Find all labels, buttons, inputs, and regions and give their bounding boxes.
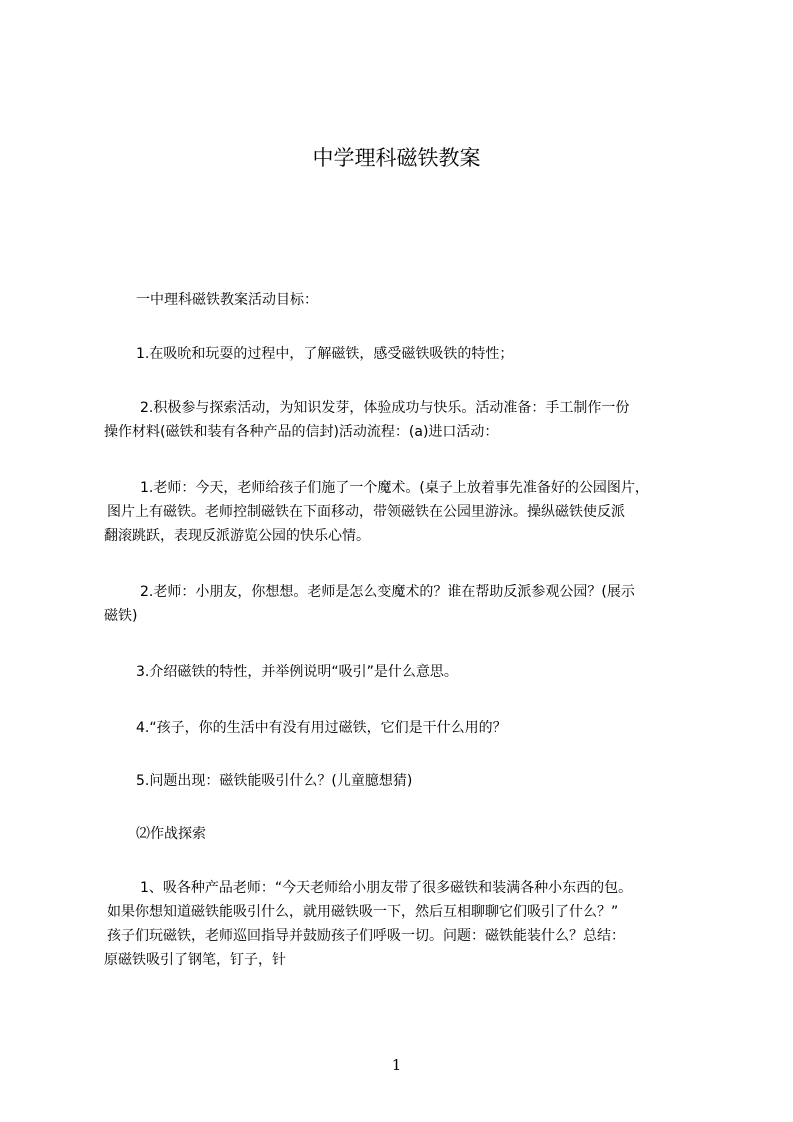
paragraph-line: 5.问题出现：磁铁能吸引什么？(儿童臆想猜) [136, 773, 413, 789]
paragraph-line: 4.“孩子，你的生活中有没有用过磁铁，它们是干什么用的？ [136, 720, 507, 736]
paragraph-step-1 [104, 476, 719, 548]
paragraph-section-2 [136, 822, 751, 846]
paragraph-line: 3.介绍磁铁的特性，并举例说明“吸引”是什么意思。 [136, 664, 458, 680]
paragraph-goal-1 [136, 342, 751, 366]
paragraph-line: 操作材料(磁铁和装有各种产品的信封)活动流程：(a)进口活动： [104, 424, 499, 440]
page-number: 1 [391, 1056, 402, 1074]
paragraph-line: 孩子们玩磁铁，老师巡回指导并鼓励孩子们呼吸一切。问题：磁铁能装什么？总结： [107, 928, 625, 944]
paragraph-line: 一中理科磁铁教案活动目标： [136, 292, 318, 308]
paragraph-activity-1 [104, 876, 719, 972]
paragraph-line: 翻滚跳跃，表现反派游览公园的快乐心情。 [104, 528, 370, 544]
paragraph-line: 磁铁) [104, 608, 138, 624]
paragraph-step-2 [104, 580, 719, 628]
paragraph-goal-2 [104, 396, 719, 444]
paragraph-line: 2.老师：小朋友，你想想。老师是怎么变魔术的？谁在帮助反派参观公园？(展示 [140, 584, 635, 600]
paragraph-step-3 [136, 660, 751, 684]
paragraph-line: 1.在吸吮和玩耍的过程中，了解磁铁，感受磁铁吸铁的特性； [136, 346, 514, 362]
paragraph-line: 图片上有磁铁。老师控制磁铁在下面移动，带领磁铁在公园里游泳。操纵磁铁使反派 [107, 504, 625, 520]
paragraph-line: ⑵作战探索 [136, 826, 206, 842]
paragraph-line: 1、吸各种产品老师：“今天老师给小朋友带了很多磁铁和装满各种小东西的包。 [140, 880, 633, 896]
paragraph-objectives-heading [136, 288, 751, 312]
paragraph-line: 1.老师：今天，老师给孩子们施了一个魔术。(桌子上放着事先准备好的公园图片， [140, 480, 649, 496]
paragraph-step-5 [136, 769, 751, 793]
paragraph-line: 原磁铁吸引了钢笔，钉子，针 [104, 952, 286, 968]
document-title: 中学理科磁铁教案 [312, 146, 481, 170]
paragraph-step-4 [136, 716, 751, 740]
paragraph-line: 如果你想知道磁铁能吸引什么，就用磁铁吸一下，然后互相聊聊它们吸引了什么？” [107, 904, 619, 920]
paragraph-line: 2.积极参与探索活动，为知识发芽，体验成功与快乐。活动准备：手工制作一份 [140, 400, 630, 416]
